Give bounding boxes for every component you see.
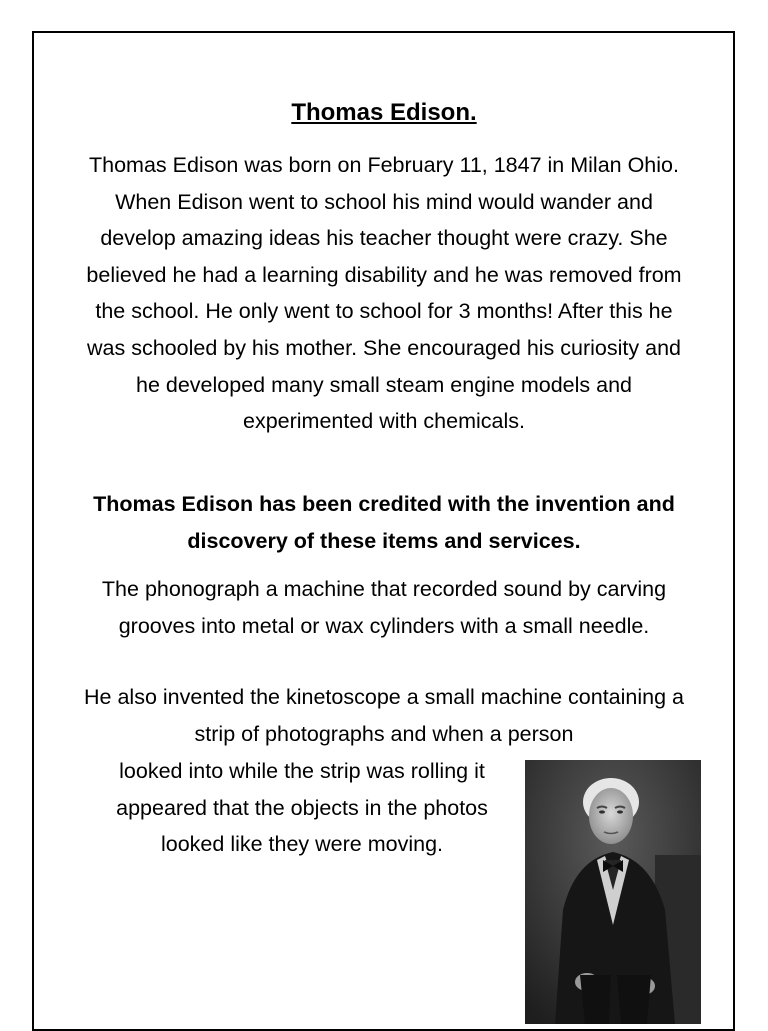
phonograph-paragraph: The phonograph a machine that recorded sound by carving grooves into metal or wax cylinders with a small needle. xyxy=(101,577,667,638)
biography-paragraph: Thomas Edison was born on February 11, 1847 in Milan Ohio. When Edison went to school his mind would wander and develop amazing ideas his teacher thought were crazy. She believed he had a learning disability and he was removed from the school. He only went to school for 3 months! After this he was schooled by his mother. She encouraged his curiosity and he developed many small steam engine models and experimented with chemicals. xyxy=(86,153,682,434)
kinetoscope-paragraph-continued: looked into while the strip was rolling it appeared that the objects in the photos looked like they were moving. xyxy=(116,759,488,857)
inventions-intro: Thomas Edison has been credited with the invention and discovery of these items and services. xyxy=(93,492,675,553)
kinetoscope-paragraph: He also invented the kinetoscope a small machine containing a strip of photographs and when a person xyxy=(84,685,684,746)
page-title: Thomas Edison. xyxy=(291,99,477,126)
edison-portrait-photo xyxy=(525,760,701,1024)
